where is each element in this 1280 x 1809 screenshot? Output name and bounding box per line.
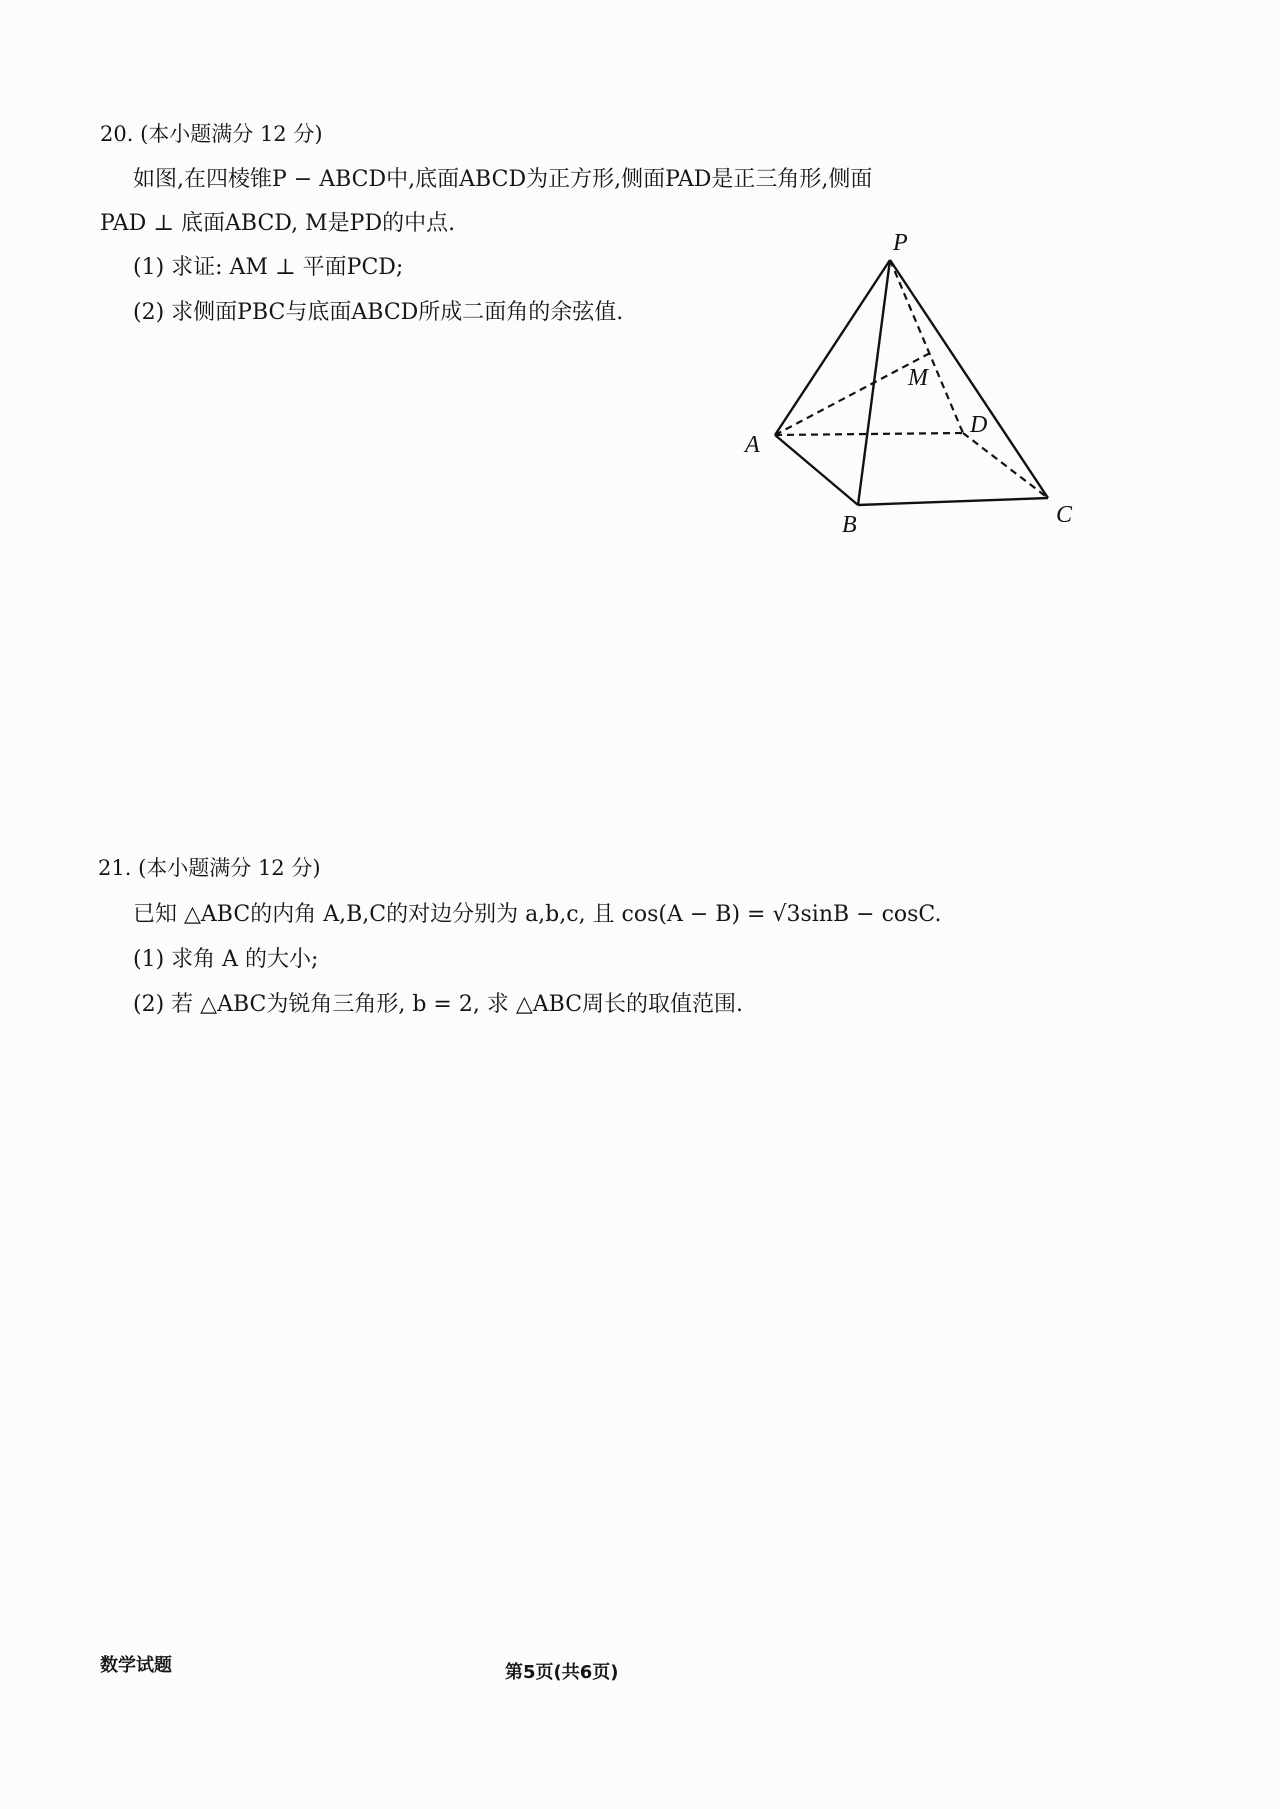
q21-part1: (1) 求角 A 的大小; (133, 947, 319, 972)
q20-stem-line1: 如图,在四棱锥P − ABCD中,底面ABCD为正方形,侧面PAD是正三角形,侧面 (133, 167, 873, 192)
label-C: C (1056, 502, 1073, 528)
q20-stem-line2: PAD ⊥ 底面ABCD, M是PD的中点. (100, 211, 456, 236)
q21-header: 21. (本小题满分 12 分) (98, 856, 321, 880)
label-D: D (970, 412, 988, 438)
label-B: B (842, 512, 857, 538)
label-A: A (745, 432, 760, 458)
q20-part1: (1) 求证: AM ⊥ 平面PCD; (133, 255, 404, 280)
footer-subject: 数学试题 (100, 1655, 172, 1676)
pyramid-figure (0, 0, 1280, 600)
q20-header: 20. (本小题满分 12 分) (100, 122, 323, 146)
footer-page-number: 第5页(共6页) (505, 1662, 619, 1683)
label-M: M (908, 365, 928, 391)
label-P: P (893, 230, 908, 256)
q20-part2: (2) 求侧面PBC与底面ABCD所成二面角的余弦值. (133, 300, 624, 325)
q21-part2: (2) 若 △ABC为锐角三角形, b = 2, 求 △ABC周长的取值范围. (133, 992, 744, 1017)
q21-stem: 已知 △ABC的内角 A,B,C的对边分别为 a,b,c, 且 cos(A − B) = √3sinB − cosC. (133, 902, 942, 927)
